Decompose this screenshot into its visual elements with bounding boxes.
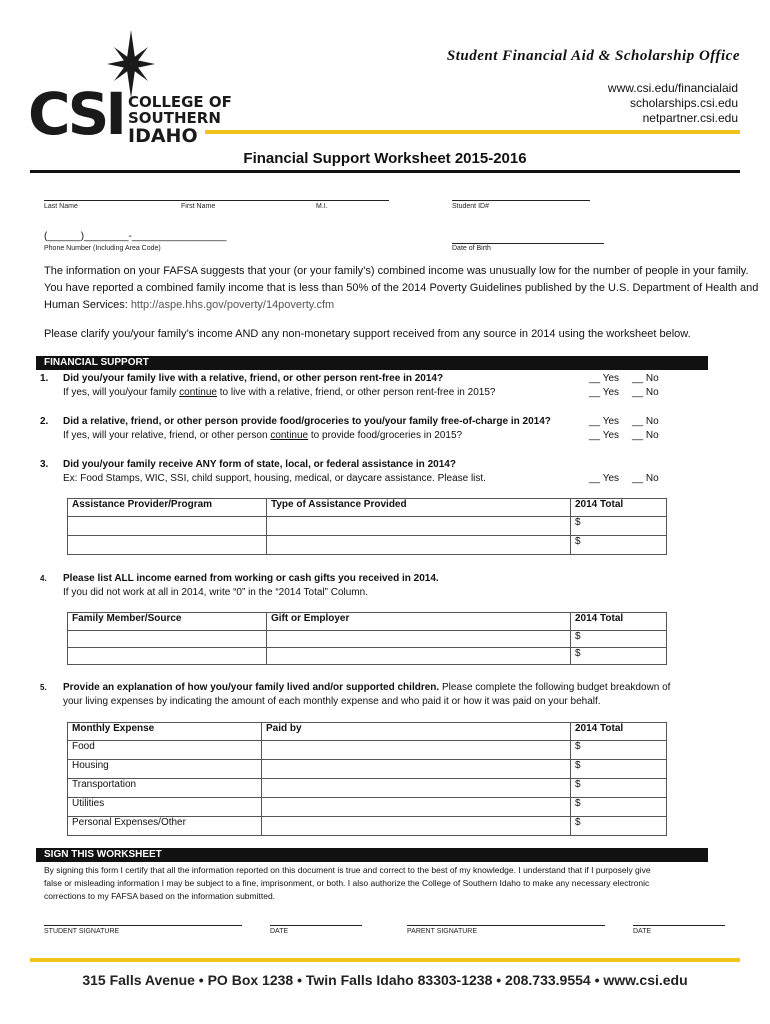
- parent-signature-label: PARENT SIGNATURE: [407, 928, 478, 935]
- student-id-label: Student ID#: [452, 203, 489, 210]
- logo-line-3: IDAHO: [128, 125, 198, 147]
- q2-followup-yes[interactable]: __ Yes: [589, 430, 620, 441]
- student-date-label: DATE: [270, 928, 289, 935]
- college-logo: [28, 28, 248, 158]
- paid-by-cell[interactable]: [262, 760, 571, 779]
- income-table: [67, 612, 667, 665]
- table-row: [68, 798, 667, 817]
- q5-number: 5.: [40, 683, 47, 692]
- q2-followup-no[interactable]: __ No: [632, 430, 659, 441]
- logo-line-1: COLLEGE OF: [128, 93, 232, 111]
- intro-line-1: The information on your FAFSA suggests that your (or your family’s) combined income was unusually low for the number of people in your family.: [44, 265, 749, 277]
- link-financial-aid[interactable]: www.csi.edu/financialaid: [607, 81, 738, 95]
- q3-no[interactable]: __ No: [632, 473, 659, 484]
- q4-followup: If you did not work at all in 2014, write “0” in the “2014 Total” Column.: [63, 587, 368, 598]
- q3-number: 3.: [40, 459, 49, 470]
- sign-line-1: By signing this form I certify that all the information reported on this document is true and correct to the best of my knowledge. I understand that if I purposely give: [44, 865, 651, 875]
- q1-followup-b: to live with a relative, friend, or other person rent-free in 2015?: [216, 387, 496, 398]
- student-id-input-line[interactable]: [452, 200, 590, 201]
- q2-followup: [63, 429, 462, 443]
- q1-question: Did you/your family live with a relative, friend, or other person rent-free in 2014?: [63, 373, 444, 384]
- assistance-total-cell[interactable]: $: [571, 517, 667, 536]
- q1-yes[interactable]: __ Yes: [589, 373, 620, 384]
- assistance-provider-cell[interactable]: [68, 536, 267, 555]
- q5-question-rest: Please complete the following budget breakdown of: [439, 682, 671, 693]
- q4-number: 4.: [40, 574, 47, 583]
- page-title: Financial Support Worksheet 2015-2016: [243, 150, 527, 167]
- q5-followup: your living expenses by indicating the amount of each monthly expense and who paid it or how it was paid on your behalf.: [63, 696, 601, 707]
- assistance-type-cell[interactable]: [267, 517, 571, 536]
- table-row: [68, 817, 667, 836]
- link-scholarships[interactable]: scholarships.csi.edu: [629, 96, 738, 110]
- expense-label: Housing: [68, 760, 262, 779]
- link-netpartner[interactable]: netpartner.csi.edu: [642, 111, 738, 125]
- student-date-line[interactable]: [270, 925, 362, 926]
- sign-heading: SIGN THIS WORKSHEET: [36, 848, 708, 862]
- income-total-cell[interactable]: $: [571, 631, 667, 648]
- paid-by-cell[interactable]: [262, 817, 571, 836]
- q1-followup: [63, 386, 495, 400]
- assistance-type-header: Type of Assistance Provided: [267, 499, 571, 517]
- mi-label: M.I.: [316, 203, 328, 210]
- q2-followup-a: If yes, will your relative, friend, or other person: [63, 430, 271, 441]
- first-name-label: First Name: [181, 203, 216, 210]
- q1-followup-yes[interactable]: __ Yes: [589, 387, 620, 398]
- family-member-cell[interactable]: [68, 648, 267, 665]
- q1-followup-no[interactable]: __ No: [632, 387, 659, 398]
- family-member-cell[interactable]: [68, 631, 267, 648]
- gift-employer-cell[interactable]: [267, 631, 571, 648]
- logo-line-2: SOUTHERN: [128, 109, 221, 127]
- footer-accent-bar: [30, 958, 740, 962]
- q3-question: Did you/your family receive ANY form of state, local, or federal assistance in 2014?: [63, 459, 456, 470]
- paid-by-cell[interactable]: [262, 741, 571, 760]
- dob-input-line[interactable]: [452, 243, 604, 244]
- logo-mark: CSI: [28, 80, 123, 148]
- q3-yes[interactable]: __ Yes: [589, 473, 620, 484]
- paid-by-cell[interactable]: [262, 798, 571, 817]
- table-row: [68, 517, 667, 536]
- q1-followup-u: continue: [179, 387, 217, 398]
- expense-label: Personal Expenses/Other: [68, 817, 262, 836]
- assistance-provider-header: Assistance Provider/Program: [68, 499, 267, 517]
- assistance-total-header: 2014 Total: [571, 499, 667, 517]
- assistance-provider-cell[interactable]: [68, 517, 267, 536]
- intro-clarify: Please clarify you/your family’s income AND any non-monetary support received from any source in 2014 using the worksheet below.: [44, 328, 691, 340]
- paid-by-cell[interactable]: [262, 779, 571, 798]
- name-input-line[interactable]: [44, 200, 389, 201]
- q2-followup-u: continue: [270, 430, 309, 441]
- q5-question: [63, 681, 670, 695]
- parent-signature-line[interactable]: [407, 925, 605, 926]
- last-name-label: Last Name: [44, 203, 78, 210]
- intro-line-2: You have reported a combined family income that is less than 50% of the 2014 Poverty Guidelines published by the U.S. Department of Health and: [44, 282, 759, 294]
- expense-label: Transportation: [68, 779, 262, 798]
- office-title: Student Financial Aid & Scholarship Office: [446, 48, 740, 64]
- financial-support-heading: FINANCIAL SUPPORT: [36, 356, 708, 370]
- gift-employer-header: Gift or Employer: [267, 613, 571, 631]
- q1-followup-a: If yes, will you/your family: [63, 387, 180, 398]
- q2-followup-b: to provide food/groceries in 2015?: [308, 430, 463, 441]
- assistance-type-cell[interactable]: [267, 536, 571, 555]
- table-row: [68, 648, 667, 665]
- q2-question: Did a relative, friend, or other person provide food/groceries to you/your family free-of-charge in 2014?: [63, 416, 551, 427]
- logo-accent-bar: [205, 130, 740, 134]
- q2-no[interactable]: __ No: [632, 416, 659, 427]
- expense-total-cell[interactable]: $: [571, 741, 667, 760]
- q5-question-bold: Provide an explanation of how you/your family lived and/or supported children.: [63, 682, 440, 693]
- expense-label: Food: [68, 741, 262, 760]
- phone-label: Phone Number (Including Area Code): [44, 245, 161, 252]
- family-member-header: Family Member/Source: [68, 613, 267, 631]
- dob-label: Date of Birth: [452, 245, 491, 252]
- table-row: [68, 760, 667, 779]
- expense-total-cell[interactable]: $: [571, 760, 667, 779]
- intro-line-3: [44, 297, 334, 315]
- q2-number: 2.: [40, 416, 49, 427]
- monthly-expense-header: Monthly Expense: [68, 723, 262, 741]
- expense-label: Utilities: [68, 798, 262, 817]
- q2-yes[interactable]: __ Yes: [589, 416, 620, 427]
- table-row: [68, 779, 667, 798]
- q3-followup: Ex: Food Stamps, WIC, SSI, child support, housing, medical, or daycare assistance. Please list.: [63, 473, 486, 484]
- q1-no[interactable]: __ No: [632, 373, 659, 384]
- assistance-table: [67, 498, 667, 555]
- table-row: [68, 741, 667, 760]
- assistance-total-cell[interactable]: $: [571, 536, 667, 555]
- sign-line-2: false or misleading information I may be subject to a fine, imprisonment, or both. I also authorize the College of Southern Idaho to make any necessary electronic: [44, 878, 650, 888]
- budget-table: [67, 722, 667, 836]
- expense-total-cell[interactable]: $: [571, 779, 667, 798]
- poverty-guidelines-link[interactable]: http://aspe.hhs.gov/poverty/14poverty.cfm: [130, 299, 335, 311]
- footer-address: 315 Falls Avenue • PO Box 1238 • Twin Falls Idaho 83303-1238 • 208.733.9554 • www.csi.edu: [82, 972, 688, 988]
- parent-date-label: DATE: [633, 928, 652, 935]
- parent-date-line[interactable]: [633, 925, 725, 926]
- income-total-header: 2014 Total: [571, 613, 667, 631]
- table-row: [68, 631, 667, 648]
- budget-total-header: 2014 Total: [571, 723, 667, 741]
- table-row: [68, 536, 667, 555]
- expense-total-cell[interactable]: $: [571, 817, 667, 836]
- expense-total-cell[interactable]: $: [571, 798, 667, 817]
- sign-line-3: corrections to my FAFSA based on the information submitted.: [44, 891, 276, 901]
- intro-line-3-text: Human Services:: [44, 299, 131, 311]
- student-signature-line[interactable]: [44, 925, 242, 926]
- student-signature-label: STUDENT SIGNATURE: [44, 928, 120, 935]
- income-total-cell[interactable]: $: [571, 648, 667, 665]
- phone-input[interactable]: (______)________-_________________: [44, 231, 227, 242]
- gift-employer-cell[interactable]: [267, 648, 571, 665]
- title-rule: [30, 170, 740, 173]
- q4-question: Please list ALL income earned from working or cash gifts you received in 2014.: [63, 573, 439, 584]
- q1-number: 1.: [40, 373, 49, 384]
- paid-by-header: Paid by: [262, 723, 571, 741]
